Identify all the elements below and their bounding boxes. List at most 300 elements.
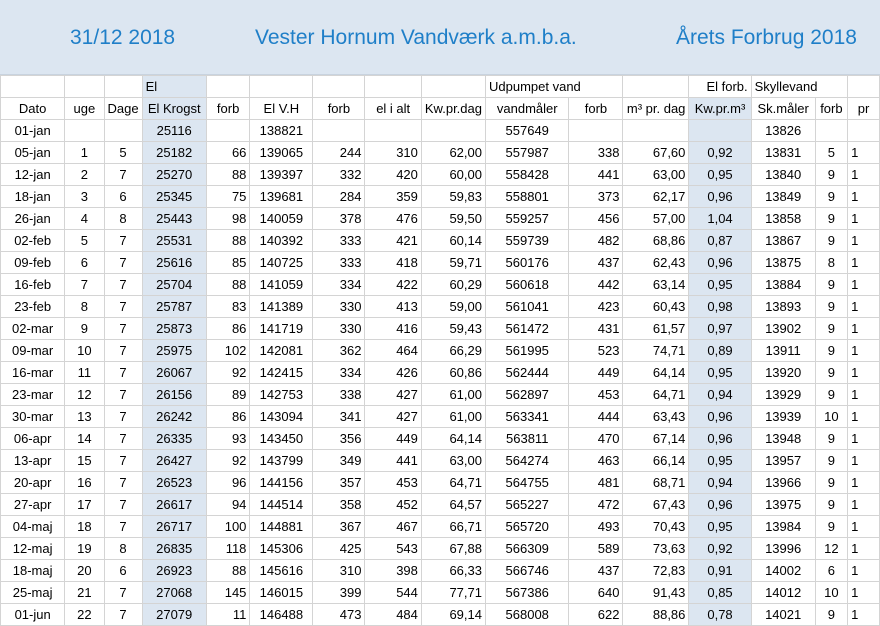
cell-el-vh-forb[interactable]: 334 bbox=[313, 362, 365, 384]
cell-el-vh-forb[interactable]: 358 bbox=[313, 494, 365, 516]
cell-pr[interactable]: 1 bbox=[848, 472, 880, 494]
cell-el-i-alt[interactable]: 464 bbox=[365, 340, 421, 362]
cell-vand-forb[interactable]: 589 bbox=[569, 538, 623, 560]
cell-uge[interactable]: 20 bbox=[65, 560, 104, 582]
cell-m3-pr-dag[interactable]: 68,71 bbox=[623, 472, 689, 494]
cell-sk-forb[interactable]: 9 bbox=[815, 164, 847, 186]
cell-sk-forb[interactable]: 9 bbox=[815, 604, 847, 626]
cell-sk-maaler[interactable]: 14012 bbox=[751, 582, 815, 604]
cell-uge[interactable]: 21 bbox=[65, 582, 104, 604]
cell-dato[interactable]: 12-jan bbox=[1, 164, 65, 186]
cell-el-krogst-forb[interactable]: 88 bbox=[206, 164, 250, 186]
cell-el-krogst[interactable]: 26523 bbox=[142, 472, 206, 494]
cell-el-krogst-forb[interactable]: 93 bbox=[206, 428, 250, 450]
cell-el-vh-forb[interactable] bbox=[313, 120, 365, 142]
cell-el-vh[interactable]: 144156 bbox=[250, 472, 313, 494]
cell-vand-forb[interactable]: 481 bbox=[569, 472, 623, 494]
cell-kw-pr-m3[interactable]: 0,94 bbox=[689, 384, 751, 406]
cell-el-vh-forb[interactable]: 332 bbox=[313, 164, 365, 186]
cell-dage[interactable]: 7 bbox=[104, 582, 142, 604]
cell-kw-pr-m3[interactable]: 0,97 bbox=[689, 318, 751, 340]
cell-vand-forb[interactable]: 444 bbox=[569, 406, 623, 428]
cell-sk-maaler[interactable]: 13966 bbox=[751, 472, 815, 494]
cell-el-krogst[interactable]: 26242 bbox=[142, 406, 206, 428]
cell-kw-pr-dag[interactable]: 60,00 bbox=[421, 164, 485, 186]
cell-el-krogst-forb[interactable]: 92 bbox=[206, 450, 250, 472]
cell-sk-maaler[interactable]: 13840 bbox=[751, 164, 815, 186]
cell-el-krogst[interactable]: 25787 bbox=[142, 296, 206, 318]
cell-el-krogst-forb[interactable]: 66 bbox=[206, 142, 250, 164]
cell-kw-pr-dag[interactable]: 64,57 bbox=[421, 494, 485, 516]
cell-pr[interactable]: 1 bbox=[848, 208, 880, 230]
cell-el-vh[interactable]: 140059 bbox=[250, 208, 313, 230]
cell-el-krogst-forb[interactable]: 94 bbox=[206, 494, 250, 516]
cell-sk-forb[interactable]: 9 bbox=[815, 428, 847, 450]
cell-el-vh-forb[interactable]: 399 bbox=[313, 582, 365, 604]
cell-vandmaaler[interactable]: 559257 bbox=[486, 208, 569, 230]
cell-el-krogst[interactable]: 27079 bbox=[142, 604, 206, 626]
cell-vandmaaler[interactable]: 557987 bbox=[486, 142, 569, 164]
cell-el-krogst[interactable]: 25116 bbox=[142, 120, 206, 142]
cell-uge[interactable]: 10 bbox=[65, 340, 104, 362]
cell-pr[interactable]: 1 bbox=[848, 252, 880, 274]
cell-m3-pr-dag[interactable]: 63,00 bbox=[623, 164, 689, 186]
cell-el-i-alt[interactable]: 427 bbox=[365, 384, 421, 406]
cell-sk-maaler[interactable]: 13948 bbox=[751, 428, 815, 450]
cell-vandmaaler[interactable]: 560618 bbox=[486, 274, 569, 296]
cell-dato[interactable]: 18-jan bbox=[1, 186, 65, 208]
cell-el-krogst-forb[interactable]: 102 bbox=[206, 340, 250, 362]
cell-dato[interactable]: 02-mar bbox=[1, 318, 65, 340]
cell-el-krogst-forb[interactable]: 89 bbox=[206, 384, 250, 406]
cell-sk-maaler[interactable]: 13996 bbox=[751, 538, 815, 560]
cell-pr[interactable]: 1 bbox=[848, 384, 880, 406]
cell-sk-forb[interactable]: 9 bbox=[815, 472, 847, 494]
cell-el-i-alt[interactable] bbox=[365, 120, 421, 142]
cell-el-i-alt[interactable]: 476 bbox=[365, 208, 421, 230]
cell-kw-pr-m3[interactable]: 0,95 bbox=[689, 164, 751, 186]
cell-kw-pr-m3[interactable]: 0,96 bbox=[689, 186, 751, 208]
cell-el-vh[interactable]: 146488 bbox=[250, 604, 313, 626]
col-header-forb[interactable]: forb bbox=[206, 98, 250, 120]
cell-el-i-alt[interactable]: 418 bbox=[365, 252, 421, 274]
cell-vand-forb[interactable]: 482 bbox=[569, 230, 623, 252]
cell-kw-pr-m3[interactable]: 0,95 bbox=[689, 450, 751, 472]
cell-kw-pr-m3[interactable]: 0,96 bbox=[689, 406, 751, 428]
cell-el-vh[interactable]: 143450 bbox=[250, 428, 313, 450]
cell-sk-forb[interactable]: 5 bbox=[815, 142, 847, 164]
cell-uge[interactable]: 12 bbox=[65, 384, 104, 406]
cell-kw-pr-m3[interactable]: 0,89 bbox=[689, 340, 751, 362]
cell-el-vh-forb[interactable]: 356 bbox=[313, 428, 365, 450]
cell-uge[interactable]: 1 bbox=[65, 142, 104, 164]
cell-dage[interactable]: 8 bbox=[104, 208, 142, 230]
cell-dage[interactable]: 7 bbox=[104, 472, 142, 494]
cell-el-vh[interactable]: 140392 bbox=[250, 230, 313, 252]
cell-dage[interactable]: 7 bbox=[104, 340, 142, 362]
cell-dato[interactable]: 06-apr bbox=[1, 428, 65, 450]
cell-el-i-alt[interactable]: 544 bbox=[365, 582, 421, 604]
cell-sk-forb[interactable]: 12 bbox=[815, 538, 847, 560]
cell-vandmaaler[interactable]: 557649 bbox=[486, 120, 569, 142]
cell-kw-pr-m3[interactable]: 0,96 bbox=[689, 252, 751, 274]
cell-dato[interactable]: 09-mar bbox=[1, 340, 65, 362]
cell-vandmaaler[interactable]: 567386 bbox=[486, 582, 569, 604]
cell-el-vh[interactable]: 144514 bbox=[250, 494, 313, 516]
cell-vandmaaler[interactable]: 559739 bbox=[486, 230, 569, 252]
cell-pr[interactable]: 1 bbox=[848, 318, 880, 340]
cell-el-krogst[interactable]: 25531 bbox=[142, 230, 206, 252]
cell-el-i-alt[interactable]: 413 bbox=[365, 296, 421, 318]
cell-el-i-alt[interactable]: 398 bbox=[365, 560, 421, 582]
cell-el-krogst[interactable]: 27068 bbox=[142, 582, 206, 604]
cell-kw-pr-dag[interactable]: 60,29 bbox=[421, 274, 485, 296]
cell-sk-forb[interactable]: 9 bbox=[815, 450, 847, 472]
cell-pr[interactable]: 1 bbox=[848, 450, 880, 472]
cell-el-krogst-forb[interactable]: 118 bbox=[206, 538, 250, 560]
cell-el-krogst[interactable]: 25182 bbox=[142, 142, 206, 164]
cell-sk-forb[interactable]: 6 bbox=[815, 560, 847, 582]
cell-sk-forb[interactable]: 9 bbox=[815, 274, 847, 296]
cell-kw-pr-dag[interactable]: 67,88 bbox=[421, 538, 485, 560]
cell-el-i-alt[interactable]: 427 bbox=[365, 406, 421, 428]
cell-m3-pr-dag[interactable] bbox=[623, 120, 689, 142]
cell-dage[interactable]: 7 bbox=[104, 494, 142, 516]
cell-el-vh-forb[interactable]: 362 bbox=[313, 340, 365, 362]
cell-kw-pr-dag[interactable]: 66,29 bbox=[421, 340, 485, 362]
cell-uge[interactable]: 16 bbox=[65, 472, 104, 494]
cell-el-vh-forb[interactable]: 244 bbox=[313, 142, 365, 164]
cell-sk-forb[interactable]: 9 bbox=[815, 362, 847, 384]
cell-el-vh[interactable]: 146015 bbox=[250, 582, 313, 604]
cell-dato[interactable]: 23-mar bbox=[1, 384, 65, 406]
cell-dage[interactable]: 7 bbox=[104, 604, 142, 626]
cell-kw-pr-dag[interactable]: 77,71 bbox=[421, 582, 485, 604]
cell-el-krogst-forb[interactable]: 88 bbox=[206, 274, 250, 296]
cell-el-i-alt[interactable]: 543 bbox=[365, 538, 421, 560]
cell-uge[interactable]: 11 bbox=[65, 362, 104, 384]
cell-el-vh-forb[interactable]: 338 bbox=[313, 384, 365, 406]
col-header-forb[interactable]: forb bbox=[313, 98, 365, 120]
cell-kw-pr-m3[interactable]: 0,92 bbox=[689, 142, 751, 164]
cell-el-krogst-forb[interactable]: 88 bbox=[206, 560, 250, 582]
cell-kw-pr-m3[interactable]: 0,78 bbox=[689, 604, 751, 626]
cell-kw-pr-m3[interactable]: 0,95 bbox=[689, 516, 751, 538]
cell-uge[interactable]: 17 bbox=[65, 494, 104, 516]
cell-sk-maaler[interactable]: 13867 bbox=[751, 230, 815, 252]
cell-sk-forb[interactable]: 9 bbox=[815, 230, 847, 252]
cell-pr[interactable]: 1 bbox=[848, 538, 880, 560]
cell-kw-pr-dag[interactable]: 62,00 bbox=[421, 142, 485, 164]
cell-m3-pr-dag[interactable]: 88,86 bbox=[623, 604, 689, 626]
cell-vandmaaler[interactable]: 565227 bbox=[486, 494, 569, 516]
cell-el-vh-forb[interactable]: 310 bbox=[313, 560, 365, 582]
cell-vandmaaler[interactable]: 563341 bbox=[486, 406, 569, 428]
cell-el-krogst[interactable]: 26617 bbox=[142, 494, 206, 516]
cell-kw-pr-m3[interactable]: 0,87 bbox=[689, 230, 751, 252]
col-header-dage[interactable]: Dage bbox=[104, 98, 142, 120]
cell-dage[interactable] bbox=[104, 120, 142, 142]
cell-sk-maaler[interactable]: 13826 bbox=[751, 120, 815, 142]
cell-m3-pr-dag[interactable]: 61,57 bbox=[623, 318, 689, 340]
cell-sk-forb[interactable]: 9 bbox=[815, 296, 847, 318]
cell-el-krogst-forb[interactable]: 145 bbox=[206, 582, 250, 604]
cell-el-krogst[interactable]: 25345 bbox=[142, 186, 206, 208]
cell-el-i-alt[interactable]: 426 bbox=[365, 362, 421, 384]
cell-el-krogst[interactable]: 25270 bbox=[142, 164, 206, 186]
cell-el-krogst-forb[interactable]: 92 bbox=[206, 362, 250, 384]
cell-el-krogst-forb[interactable]: 86 bbox=[206, 318, 250, 340]
cell-el-krogst-forb[interactable]: 75 bbox=[206, 186, 250, 208]
col-header-forb[interactable]: forb bbox=[569, 98, 623, 120]
col-header-kw-pr-m3[interactable]: Kw.pr.m³ bbox=[689, 98, 751, 120]
cell-uge[interactable]: 3 bbox=[65, 186, 104, 208]
cell-el-vh-forb[interactable]: 330 bbox=[313, 318, 365, 340]
cell-m3-pr-dag[interactable]: 70,43 bbox=[623, 516, 689, 538]
cell-kw-pr-dag[interactable]: 59,83 bbox=[421, 186, 485, 208]
cell-dage[interactable]: 6 bbox=[104, 560, 142, 582]
cell-vandmaaler[interactable]: 558428 bbox=[486, 164, 569, 186]
cell-sk-maaler[interactable]: 13831 bbox=[751, 142, 815, 164]
cell-vand-forb[interactable]: 449 bbox=[569, 362, 623, 384]
cell-sk-forb[interactable]: 9 bbox=[815, 516, 847, 538]
cell-sk-maaler[interactable]: 14021 bbox=[751, 604, 815, 626]
cell-dato[interactable]: 23-feb bbox=[1, 296, 65, 318]
cell-sk-maaler[interactable]: 13957 bbox=[751, 450, 815, 472]
cell-el-vh[interactable]: 142081 bbox=[250, 340, 313, 362]
cell-el-vh[interactable]: 141389 bbox=[250, 296, 313, 318]
cell-dato[interactable]: 01-jan bbox=[1, 120, 65, 142]
cell-vand-forb[interactable]: 453 bbox=[569, 384, 623, 406]
cell-el-krogst-forb[interactable]: 11 bbox=[206, 604, 250, 626]
cell-el-vh[interactable]: 142415 bbox=[250, 362, 313, 384]
cell-el-i-alt[interactable]: 449 bbox=[365, 428, 421, 450]
cell-uge[interactable]: 13 bbox=[65, 406, 104, 428]
cell-dato[interactable]: 30-mar bbox=[1, 406, 65, 428]
cell-m3-pr-dag[interactable]: 62,17 bbox=[623, 186, 689, 208]
col-header-vandmaaler[interactable]: vandmåler bbox=[486, 98, 569, 120]
cell-sk-maaler[interactable]: 13911 bbox=[751, 340, 815, 362]
cell-el-vh-forb[interactable]: 284 bbox=[313, 186, 365, 208]
cell-el-krogst[interactable]: 25975 bbox=[142, 340, 206, 362]
cell-pr[interactable]: 1 bbox=[848, 274, 880, 296]
col-header-el-vh[interactable]: El V.H bbox=[250, 98, 313, 120]
cell-dage[interactable]: 7 bbox=[104, 230, 142, 252]
cell-el-krogst[interactable]: 26835 bbox=[142, 538, 206, 560]
cell-sk-forb[interactable]: 10 bbox=[815, 582, 847, 604]
cell-dato[interactable]: 13-apr bbox=[1, 450, 65, 472]
cell-pr[interactable]: 1 bbox=[848, 340, 880, 362]
cell-vand-forb[interactable]: 437 bbox=[569, 252, 623, 274]
group-skyllevand[interactable]: Skyllevand bbox=[751, 76, 848, 98]
cell-pr[interactable] bbox=[848, 120, 880, 142]
cell-el-vh[interactable]: 139397 bbox=[250, 164, 313, 186]
cell-dato[interactable]: 20-apr bbox=[1, 472, 65, 494]
cell-dato[interactable]: 09-feb bbox=[1, 252, 65, 274]
cell-uge[interactable]: 2 bbox=[65, 164, 104, 186]
cell-sk-maaler[interactable]: 13984 bbox=[751, 516, 815, 538]
cell-vandmaaler[interactable]: 562897 bbox=[486, 384, 569, 406]
cell-vandmaaler[interactable]: 564274 bbox=[486, 450, 569, 472]
cell-pr[interactable]: 1 bbox=[848, 362, 880, 384]
cell-uge[interactable]: 18 bbox=[65, 516, 104, 538]
cell-uge[interactable]: 19 bbox=[65, 538, 104, 560]
cell-dato[interactable]: 16-feb bbox=[1, 274, 65, 296]
cell-el-krogst[interactable]: 26335 bbox=[142, 428, 206, 450]
cell-kw-pr-dag[interactable]: 63,00 bbox=[421, 450, 485, 472]
cell-el-vh[interactable]: 141719 bbox=[250, 318, 313, 340]
cell-dato[interactable]: 26-jan bbox=[1, 208, 65, 230]
cell-vand-forb[interactable]: 622 bbox=[569, 604, 623, 626]
cell-el-i-alt[interactable]: 359 bbox=[365, 186, 421, 208]
cell-dato[interactable]: 04-maj bbox=[1, 516, 65, 538]
cell-el-i-alt[interactable]: 452 bbox=[365, 494, 421, 516]
cell-el-i-alt[interactable]: 416 bbox=[365, 318, 421, 340]
cell-el-krogst[interactable]: 25873 bbox=[142, 318, 206, 340]
cell-vandmaaler[interactable]: 560176 bbox=[486, 252, 569, 274]
cell-el-krogst[interactable]: 26067 bbox=[142, 362, 206, 384]
cell-m3-pr-dag[interactable]: 63,14 bbox=[623, 274, 689, 296]
col-header-el-krogst[interactable]: El Krogst bbox=[142, 98, 206, 120]
cell-sk-maaler[interactable]: 13893 bbox=[751, 296, 815, 318]
cell-vand-forb[interactable]: 640 bbox=[569, 582, 623, 604]
cell-dato[interactable]: 02-feb bbox=[1, 230, 65, 252]
cell-m3-pr-dag[interactable]: 63,43 bbox=[623, 406, 689, 428]
cell-sk-forb[interactable]: 9 bbox=[815, 318, 847, 340]
cell-el-krogst-forb[interactable]: 100 bbox=[206, 516, 250, 538]
cell-vandmaaler[interactable]: 565720 bbox=[486, 516, 569, 538]
cell-pr[interactable]: 1 bbox=[848, 164, 880, 186]
cell-pr[interactable]: 1 bbox=[848, 296, 880, 318]
cell-vandmaaler[interactable]: 562444 bbox=[486, 362, 569, 384]
cell-uge[interactable]: 9 bbox=[65, 318, 104, 340]
cell-kw-pr-dag[interactable]: 69,14 bbox=[421, 604, 485, 626]
cell-sk-maaler[interactable]: 13975 bbox=[751, 494, 815, 516]
cell-el-krogst-forb[interactable]: 83 bbox=[206, 296, 250, 318]
cell-el-krogst[interactable]: 25616 bbox=[142, 252, 206, 274]
cell-uge[interactable] bbox=[65, 120, 104, 142]
cell-el-vh-forb[interactable]: 349 bbox=[313, 450, 365, 472]
cell-m3-pr-dag[interactable]: 57,00 bbox=[623, 208, 689, 230]
cell-m3-pr-dag[interactable]: 74,71 bbox=[623, 340, 689, 362]
cell-pr[interactable]: 1 bbox=[848, 494, 880, 516]
cell-el-krogst-forb[interactable]: 98 bbox=[206, 208, 250, 230]
cell-el-vh[interactable]: 138821 bbox=[250, 120, 313, 142]
cell-m3-pr-dag[interactable]: 62,43 bbox=[623, 252, 689, 274]
cell-el-i-alt[interactable]: 467 bbox=[365, 516, 421, 538]
cell-el-i-alt[interactable]: 420 bbox=[365, 164, 421, 186]
cell-dage[interactable]: 5 bbox=[104, 142, 142, 164]
cell-kw-pr-m3[interactable]: 0,98 bbox=[689, 296, 751, 318]
cell-m3-pr-dag[interactable]: 66,14 bbox=[623, 450, 689, 472]
cell-el-krogst-forb[interactable]: 85 bbox=[206, 252, 250, 274]
cell-el-vh[interactable]: 142753 bbox=[250, 384, 313, 406]
cell-dato[interactable]: 18-maj bbox=[1, 560, 65, 582]
cell-pr[interactable]: 1 bbox=[848, 582, 880, 604]
cell-kw-pr-dag[interactable]: 59,50 bbox=[421, 208, 485, 230]
cell-el-vh-forb[interactable]: 473 bbox=[313, 604, 365, 626]
cell-kw-pr-dag[interactable]: 59,71 bbox=[421, 252, 485, 274]
cell-pr[interactable]: 1 bbox=[848, 516, 880, 538]
cell-vandmaaler[interactable]: 566746 bbox=[486, 560, 569, 582]
col-header-el-i-alt[interactable]: el i alt bbox=[365, 98, 421, 120]
group-el-forb[interactable]: El forb. bbox=[689, 76, 751, 98]
cell-el-i-alt[interactable]: 310 bbox=[365, 142, 421, 164]
cell-vandmaaler[interactable]: 561472 bbox=[486, 318, 569, 340]
cell-uge[interactable]: 15 bbox=[65, 450, 104, 472]
cell-sk-forb[interactable]: 9 bbox=[815, 340, 847, 362]
cell-kw-pr-dag[interactable]: 60,86 bbox=[421, 362, 485, 384]
cell-dage[interactable]: 7 bbox=[104, 406, 142, 428]
cell-el-vh-forb[interactable]: 333 bbox=[313, 252, 365, 274]
cell-pr[interactable]: 1 bbox=[848, 428, 880, 450]
cell-dage[interactable]: 7 bbox=[104, 384, 142, 406]
cell-vandmaaler[interactable]: 561995 bbox=[486, 340, 569, 362]
col-header-uge[interactable]: uge bbox=[65, 98, 104, 120]
cell-el-vh[interactable]: 143799 bbox=[250, 450, 313, 472]
cell-vand-forb[interactable] bbox=[569, 120, 623, 142]
cell-uge[interactable]: 7 bbox=[65, 274, 104, 296]
cell-dage[interactable]: 7 bbox=[104, 296, 142, 318]
cell-vandmaaler[interactable]: 566309 bbox=[486, 538, 569, 560]
cell-pr[interactable]: 1 bbox=[848, 560, 880, 582]
cell-el-vh-forb[interactable]: 330 bbox=[313, 296, 365, 318]
cell-sk-forb[interactable]: 9 bbox=[815, 384, 847, 406]
cell-vandmaaler[interactable]: 561041 bbox=[486, 296, 569, 318]
cell-dage[interactable]: 7 bbox=[104, 450, 142, 472]
cell-el-vh-forb[interactable]: 341 bbox=[313, 406, 365, 428]
cell-dato[interactable]: 01-jun bbox=[1, 604, 65, 626]
cell-vand-forb[interactable]: 431 bbox=[569, 318, 623, 340]
cell-kw-pr-dag[interactable]: 64,14 bbox=[421, 428, 485, 450]
cell-sk-maaler[interactable]: 13939 bbox=[751, 406, 815, 428]
cell-vand-forb[interactable]: 441 bbox=[569, 164, 623, 186]
cell-kw-pr-dag[interactable]: 59,00 bbox=[421, 296, 485, 318]
cell-sk-maaler[interactable]: 13929 bbox=[751, 384, 815, 406]
cell-dato[interactable]: 12-maj bbox=[1, 538, 65, 560]
cell-el-krogst[interactable]: 26427 bbox=[142, 450, 206, 472]
cell-pr[interactable]: 1 bbox=[848, 186, 880, 208]
cell-kw-pr-m3[interactable]: 0,95 bbox=[689, 362, 751, 384]
cell-el-vh[interactable]: 145306 bbox=[250, 538, 313, 560]
col-header-sk-maaler[interactable]: Sk.måler bbox=[751, 98, 815, 120]
cell-kw-pr-m3[interactable]: 0,95 bbox=[689, 274, 751, 296]
cell-dage[interactable]: 7 bbox=[104, 318, 142, 340]
cell-pr[interactable]: 1 bbox=[848, 230, 880, 252]
cell-kw-pr-dag[interactable] bbox=[421, 120, 485, 142]
cell-uge[interactable]: 4 bbox=[65, 208, 104, 230]
cell-kw-pr-dag[interactable]: 61,00 bbox=[421, 406, 485, 428]
cell-kw-pr-dag[interactable]: 59,43 bbox=[421, 318, 485, 340]
cell-sk-maaler[interactable]: 13858 bbox=[751, 208, 815, 230]
cell-vand-forb[interactable]: 493 bbox=[569, 516, 623, 538]
cell-kw-pr-dag[interactable]: 66,33 bbox=[421, 560, 485, 582]
cell-sk-forb[interactable]: 9 bbox=[815, 494, 847, 516]
cell-el-vh[interactable]: 144881 bbox=[250, 516, 313, 538]
cell-el-vh[interactable]: 145616 bbox=[250, 560, 313, 582]
cell-kw-pr-dag[interactable]: 61,00 bbox=[421, 384, 485, 406]
col-header-dato[interactable]: Dato bbox=[1, 98, 65, 120]
cell-m3-pr-dag[interactable]: 67,14 bbox=[623, 428, 689, 450]
cell-el-vh-forb[interactable]: 333 bbox=[313, 230, 365, 252]
cell-vand-forb[interactable]: 442 bbox=[569, 274, 623, 296]
cell-uge[interactable]: 14 bbox=[65, 428, 104, 450]
cell-pr[interactable]: 1 bbox=[848, 604, 880, 626]
cell-kw-pr-m3[interactable]: 0,96 bbox=[689, 428, 751, 450]
cell-vand-forb[interactable]: 456 bbox=[569, 208, 623, 230]
cell-el-i-alt[interactable]: 441 bbox=[365, 450, 421, 472]
col-header-m3-pr-dag[interactable]: m³ pr. dag bbox=[623, 98, 689, 120]
